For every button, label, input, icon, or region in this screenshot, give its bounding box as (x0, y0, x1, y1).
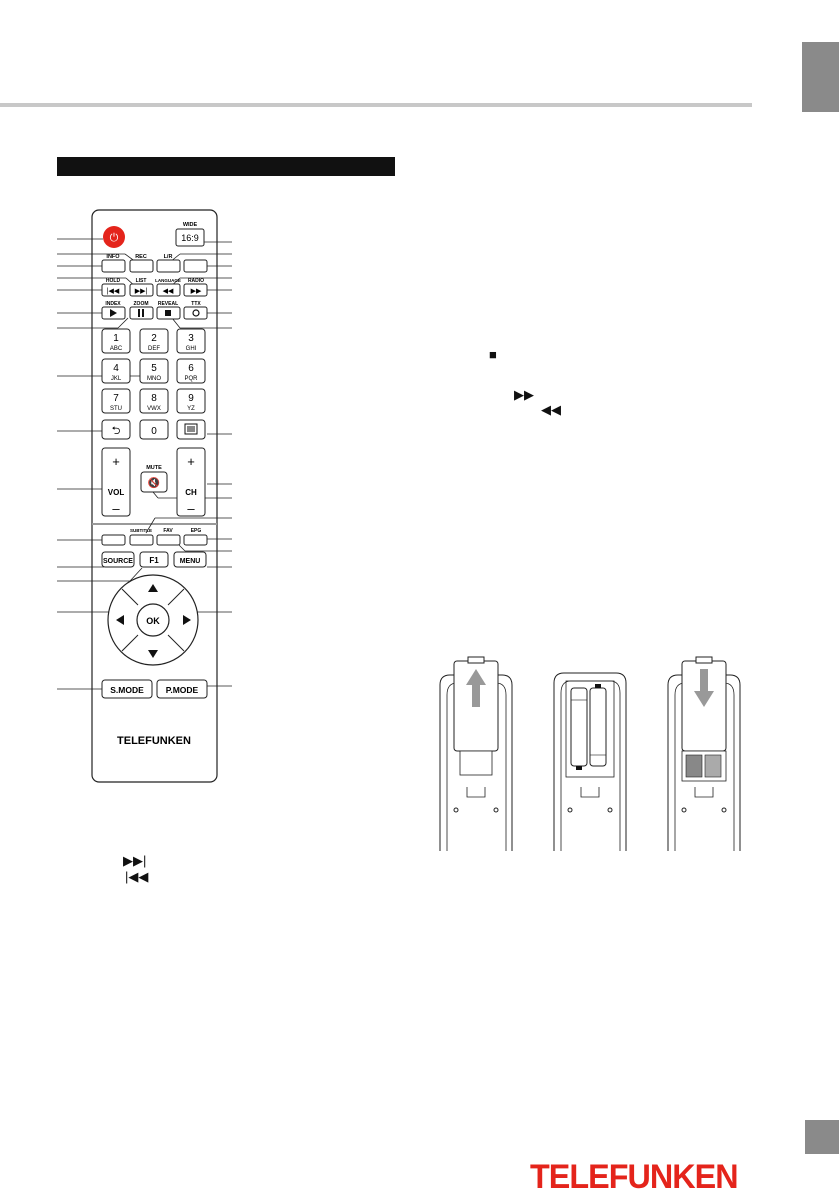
lr-label: L/R (163, 254, 173, 260)
f1-label: F1 (149, 556, 159, 565)
prev-icon: |◀◀ (106, 288, 120, 295)
dpad[interactable] (108, 575, 198, 665)
rec-button[interactable] (130, 260, 153, 272)
digit-5-label: 5 (151, 363, 157, 374)
digit-0-label: 0 (151, 426, 157, 437)
next-track-icon: ▶▶| (123, 853, 147, 868)
pmode-label: P.MODE (165, 685, 199, 695)
digit-8-letters: VWX (147, 406, 161, 412)
prev-track-icon: |◀◀ (125, 869, 149, 884)
subtitle-label: SUBTITLE (130, 528, 152, 533)
digit-3-letters: GHI (185, 346, 197, 352)
radio-label: RADIO (187, 278, 205, 284)
digit-9-label: 9 (188, 393, 194, 404)
digit-2-label: 2 (151, 333, 157, 344)
remote-back-open (440, 657, 512, 851)
fav-label: FAV (163, 528, 173, 534)
info-label: INFO (106, 254, 120, 260)
stop-icon: ■ (489, 347, 497, 362)
ch-minus-label: – (187, 501, 195, 516)
digit-7-label: 7 (113, 393, 119, 404)
vol-label: VOL (107, 488, 125, 497)
stop-icon (165, 310, 171, 316)
footer-logo: TELEFUNKEN (530, 1158, 738, 1196)
index-label: INDEX (105, 301, 121, 307)
digit-1-letters: ABC (109, 346, 123, 352)
wide-label: WIDE (182, 222, 198, 228)
digit-6-label: 6 (188, 363, 194, 374)
page-number-tab (805, 1120, 839, 1154)
remote-control-diagram (0, 0, 400, 800)
rewind-icon: ◀◀ (541, 402, 561, 417)
epg-label: EPG (190, 528, 202, 534)
next-icon: ▶▶| (134, 288, 148, 295)
digit-1-label: 1 (113, 333, 119, 344)
ok-label: OK (146, 616, 160, 626)
ch-plus-label: + (187, 454, 195, 469)
power-icon: ⏻ (109, 232, 119, 244)
blank-button[interactable] (184, 260, 207, 272)
fast-forward-icon: ▶▶ (190, 288, 202, 295)
menu-label: MENU (179, 558, 201, 565)
pause-button[interactable] (130, 307, 153, 319)
fav-button[interactable] (157, 535, 180, 545)
section-tab-top (802, 42, 839, 112)
remote-back-batteries (554, 673, 626, 851)
rewind-icon: ◀◀ (162, 288, 174, 295)
epg-button[interactable] (184, 535, 207, 545)
ttx-button[interactable] (184, 307, 207, 319)
smode-label: S.MODE (110, 685, 144, 695)
digit-5-letters: MNO (147, 376, 161, 382)
lr-button[interactable] (157, 260, 180, 272)
digit-2-letters: DEF (148, 346, 160, 352)
ch-label: CH (185, 488, 197, 497)
source-label: SOURCE (103, 558, 133, 565)
info-button[interactable] (102, 260, 125, 272)
digit-3-label: 3 (188, 333, 194, 344)
mute-label: MUTE (146, 465, 162, 471)
remote-back-closing (668, 657, 740, 851)
list-label: LIST (135, 278, 147, 284)
number-pad (102, 329, 205, 413)
vol-plus-label: + (112, 454, 120, 469)
subtitle-button[interactable] (130, 535, 153, 545)
battery-install-diagram (432, 655, 747, 851)
language-label: LANGUAGE (155, 278, 181, 283)
zoom-label: ZOOM (133, 301, 149, 307)
digit-8-label: 8 (151, 393, 157, 404)
rec-label: REC (135, 254, 147, 260)
hold-label: HOLD (105, 278, 121, 284)
digit-7-letters: STU (110, 406, 122, 412)
pause-icon (138, 309, 140, 317)
reveal-label: REVEAL (157, 301, 179, 307)
digit-6-letters: PQR (184, 376, 198, 382)
return-icon: ⮌ (111, 425, 121, 437)
digit-4-letters: JKL (110, 376, 122, 382)
digit-4-label: 4 (113, 363, 119, 374)
ratio-label: 16:9 (181, 233, 199, 243)
mute-icon: 🔇 (147, 478, 161, 489)
fast-forward-icon: ▶▶ (514, 387, 534, 402)
remote-logo: TELEFUNKEN (117, 735, 191, 747)
digit-9-letters: YZ (187, 406, 195, 412)
vol-minus-label: – (112, 501, 120, 516)
color-button-1[interactable] (102, 535, 125, 545)
ttx-label: TTX (191, 301, 201, 307)
